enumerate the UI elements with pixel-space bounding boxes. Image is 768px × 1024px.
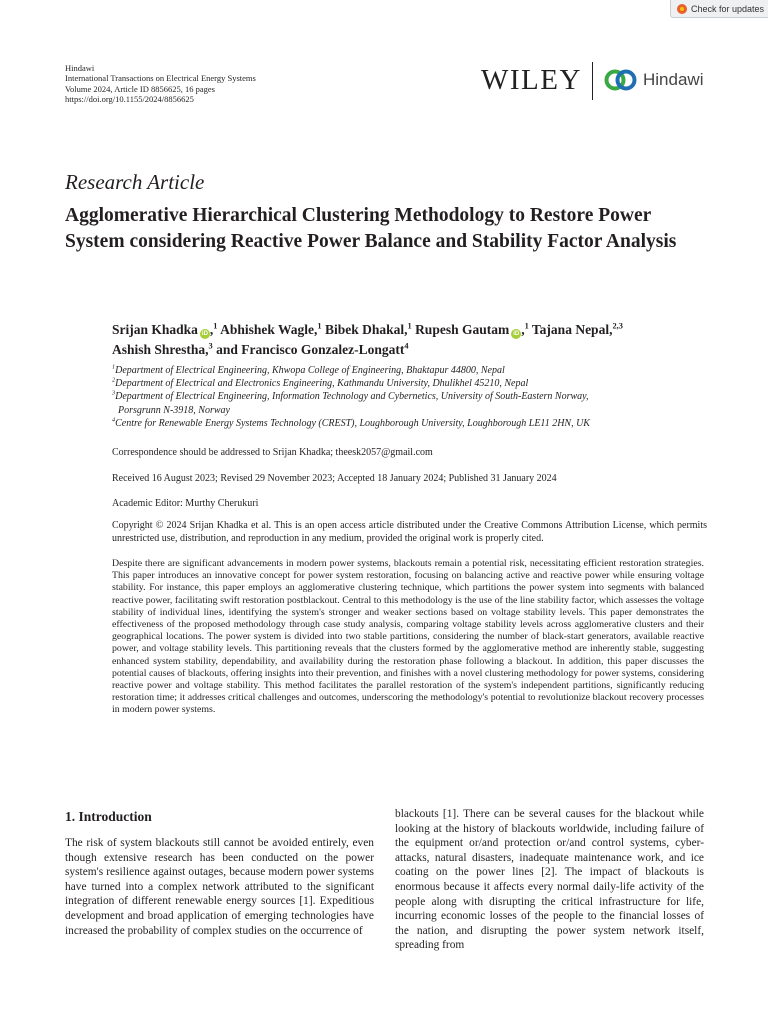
- paper-title: Agglomerative Hierarchical Clustering Methodology to Restore Power System considering Reactive Power Balance and Stability Factor Analysis: [65, 205, 677, 252]
- publisher-name: Hindawi: [65, 63, 95, 73]
- orcid-icon[interactable]: iD: [201, 331, 208, 337]
- author: Francisco Gonzalez-Longatt$^4$: [241, 341, 409, 357]
- author: Tajana Nepal,$^{2,3}$: [531, 321, 623, 337]
- doi-link[interactable]: https://doi.org/10.1155/2024/8856625: [65, 94, 194, 105]
- section-heading-introduction: 1. Introduction: [65, 809, 152, 824]
- volume-info: Volume 2024, Article ID 8856625, 16 pages: [65, 83, 215, 94]
- wiley-logo: WILEY: [481, 64, 582, 96]
- affiliation: $^2$Department of Electrical and Electronics Engineering, Kathmandu University, Dhulikhel 45210, Nepal: [112, 376, 529, 390]
- affiliation-list: [112, 364, 712, 430]
- affiliation-continued: Porsgrunn N-3918, Norway: [118, 404, 230, 416]
- crossmark-icon: [677, 4, 687, 14]
- affiliation: $^3$Department of Electrical Engineering, Information Technology and Cybernetics, University of South-Eastern Norway,: [112, 390, 589, 403]
- hindawi-logo-icon: [603, 68, 639, 92]
- publication-dates: Received 16 August 2023; Revised 29 November 2023; Accepted 18 January 2024; Published 31 January 2024: [112, 473, 557, 484]
- body-text-left-column: The risk of system blackouts still cannot be avoided entirely, even though extensive research has been conducted on the power system's resilience against outages, because modern power systems have turned into a complex network attributed to the significant integration of different renewable energy sources [1]. Expeditious development and broad application of emerging technologies have increased the probability of complex studies on the occurrence of: [65, 837, 374, 937]
- journal-name: International Transactions on Electrical Energy Systems: [65, 73, 256, 84]
- author: Ashish Shrestha,$^3$: [112, 341, 213, 357]
- abstract: Despite there are significant advancements in modern power systems, blackouts remain a potential risk, necessitating efficient restoration strategies. This paper introduces an innovative concept for power system restoration, focusing on balancing active and reactive power while ensuring voltage stability. For instance, this paper employs an agglomerative clustering technique, which partitions the power system into segments with balanced reactive power, facilitating swift restoration postblackout. Central to this methodology is the use of the line stability factor, which assesses the voltage stability of individual lines, identifying the system's stronger and weaker sections based on voltage stability levels. This paper demonstrates the effectiveness of the proposed methodology through case study analysis, comparing voltage stability levels across agglomerative clusters and their geographical locations. The power system is divided into two stable partitions, considering the number of black-start generators, available reactive power, and voltage stability levels. This partitioning reveals that the clusters formed by the agglomerative method are inherently stable, suggesting enhanced system stability, dependability, and availability during the restoration phase following a blackout. In addition, this paper discusses the potential causes of blackouts, offering insights into their prevention, and finishes with a novel clustering methodology for power systems, considering reactive power and voltage stability. This method facilitates the parallel restoration of the system's independent partitions, significantly reducing restoration time; it addresses critical challenges and outcomes, underscoring the methodology's potential to revolutionize blackout recovery processes in modern power systems.: [112, 558, 704, 716]
- correspondence: Correspondence should be addressed to Srijan Khadka; theesk2057@gmail.com: [112, 447, 433, 458]
- author: Rupesh Gautam iD ,$^1$: [415, 321, 529, 337]
- hindawi-logo-text: Hindawi: [643, 70, 704, 89]
- copyright-notice: Copyright © 2024 Srijan Khadka et al. This is an open access article distributed under the Creative Commons Attribution License, which permits unrestricted use, distribution, and reproduction in any medium, provided the original work is properly cited.: [112, 520, 707, 544]
- academic-editor: Academic Editor: Murthy Cherukuri: [112, 498, 259, 509]
- orcid-icon[interactable]: iD: [513, 331, 520, 337]
- affiliation: $^1$Department of Electrical Engineering, Khwopa College of Engineering, Bhaktapur 44800, Nepal: [112, 363, 505, 376]
- author-list: [112, 320, 712, 360]
- article-type: Research Article: [65, 170, 205, 194]
- journal-meta: [65, 63, 256, 105]
- logo-divider: [592, 62, 593, 100]
- body-text-right-column: blackouts [1]. There can be several causes for the blackout while looking at the history of blackouts worldwide, including failure of the equipment or/and protection or/and control systems, cyber-attacks, natural disasters, inadequate maintenance work, and ice coating on the power lines [2]. The impact of blackouts is enormous because it affects every normal daily-life activity of the people along with disrupting the critical infrastructure for life, incurring economic losses of the people to the financial losses of the nation, and disrupting the power system network itself, spreading from: [395, 808, 704, 952]
- author: Bibek Dhakal,$^1$: [324, 321, 412, 337]
- check-for-updates-label: Check for updates: [691, 3, 765, 14]
- author-connector: and: [216, 342, 238, 357]
- author: Srijan Khadka iD ,$^1$: [112, 321, 218, 337]
- affiliation: $^4$Centre for Renewable Energy Systems Technology (CREST), Loughborough University, Loughborough LE11 2HN, UK: [112, 416, 590, 429]
- check-for-updates-badge[interactable]: [670, 0, 768, 18]
- author: Abhishek Wagle,$^1$: [220, 321, 322, 337]
